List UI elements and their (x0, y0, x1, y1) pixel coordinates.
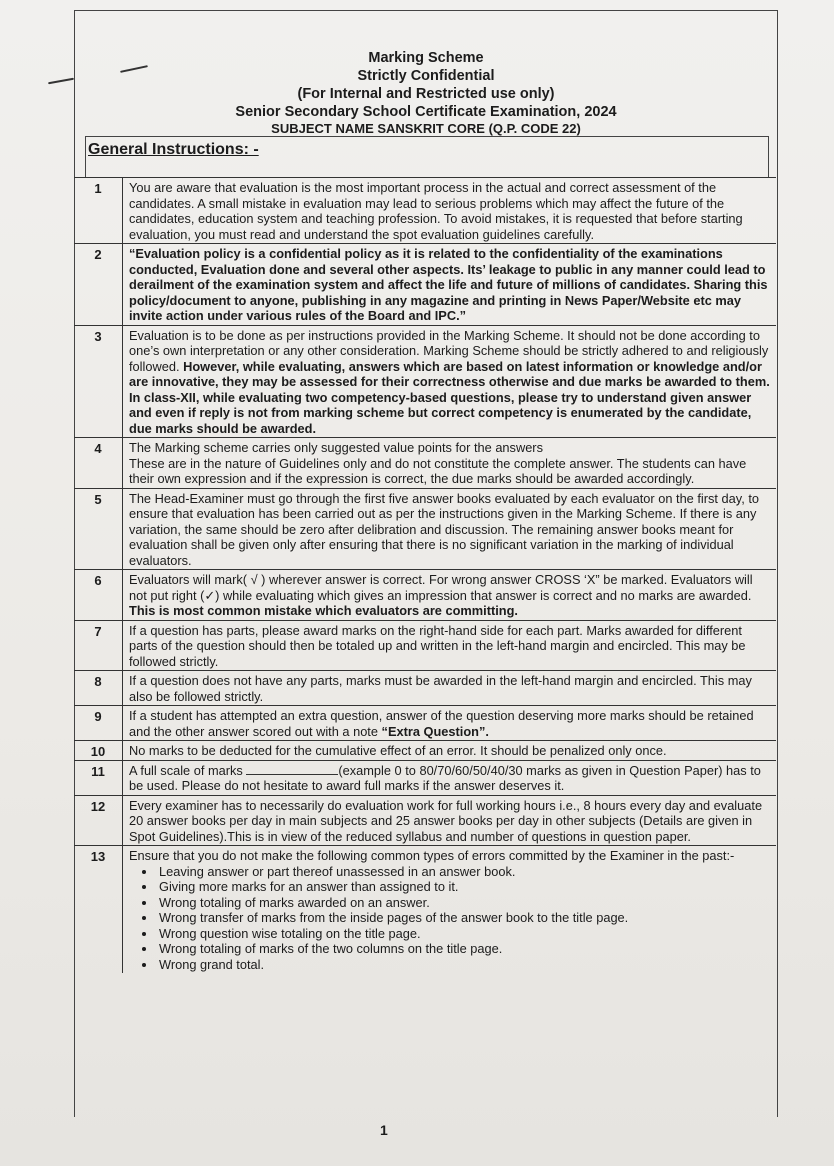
item-text-plain: Evaluation is to be done as per instructions provided in the Marking Scheme. It should not be done according to one’s own interpretation or any other consideration. Marking Scheme should be strictly adhered to and religiously followed. (129, 327, 769, 374)
list-item: • Giving more marks for an answer than assigned to it. (157, 879, 772, 895)
marks-blank-line (246, 764, 338, 775)
list-item: • Wrong totaling of marks of the two columns on the title page. (157, 941, 772, 957)
list-item: • Wrong totaling of marks awarded on an answer. (157, 895, 772, 911)
list-item: • Leaving answer or part thereof unassessed in an answer book. (157, 864, 772, 880)
item-text-intro: Ensure that you do not make the following common types of errors committed by the Examiner in the past:- (129, 848, 735, 863)
item-text: No marks to be deducted for the cumulative effect of an error. It should be penalized only once. (129, 743, 667, 758)
item-number: 12 (74, 796, 123, 846)
item-text-line1: The Marking scheme carries only suggested value points for the answers (129, 440, 543, 455)
instruction-row (74, 740, 776, 760)
item-text: Every examiner has to necessarily do evaluation work for full working hours i.e., 8 hours every day and evaluate 20 answer books per day in main subjects and 25 answer books per day in other subjects (Details are given in Spot Guidelines).This is in view of the reduced syllabus and number of questions in question paper. (129, 797, 763, 844)
item-number: 1 (74, 178, 123, 243)
item-number: 6 (74, 570, 123, 620)
item-number: 7 (74, 621, 123, 671)
item-text (123, 570, 776, 620)
item-number: 11 (74, 761, 123, 795)
item-text-plain: A full scale of marks (129, 762, 243, 778)
doc-title: Marking Scheme (368, 50, 484, 66)
pen-mark (48, 78, 74, 84)
item-text (123, 846, 776, 973)
list-item: • Wrong question wise totaling on the title page. (157, 926, 772, 942)
instruction-row (74, 243, 776, 325)
general-instructions-label: General Instructions: - (88, 141, 259, 158)
item-text (123, 326, 776, 438)
instructions-table (74, 177, 776, 973)
instruction-row (74, 620, 776, 671)
item-text-continued: (example 0 to 80/70/60/50/40/30 marks as given in Question Paper) has to be used. Please do not hesitate to award full marks if the answer deserves it. (129, 762, 761, 793)
item-text-bold: “Extra Question”. (381, 723, 489, 739)
instruction-row (74, 177, 776, 243)
common-errors-list (129, 864, 772, 973)
item-number: 13 (74, 846, 123, 973)
item-text: You are aware that evaluation is the most important process in the actual and correct assessment of the candidates. A small mistake in evaluation may lead to serious problems which may affect the future of the candidates, education system and teaching profession. To avoid mistakes, it is requested that before starting evaluation, you must read and understand the spot evaluation guidelines carefully. (129, 180, 743, 242)
item-number: 9 (74, 706, 123, 740)
item-text-line2: These are in the nature of Guidelines only and do not constitute the complete answer. The students can have their own expression and if the expression is correct, the due marks should be awarded accordingly. (129, 455, 747, 486)
item-text: The Head-Examiner must go through the first five answer books evaluated by each evaluator on the first day, to ensure that evaluation has been carried out as per the instructions given in the Marking Scheme. If there is any variation, the same should be zero after delibration and discussion. The remaining answer books meant for evaluation shall be given only after ensuring that there is no significant variation in the marking of individual evaluators. (129, 490, 759, 568)
exam-title: Senior Secondary School Certificate Examination, 2024 (235, 104, 617, 120)
document-header (75, 11, 777, 136)
item-text-bold: This is most common mistake which evaluators are committing. (129, 603, 518, 618)
instruction-row (74, 705, 776, 740)
item-text: If a question does not have any parts, marks must be awarded in the left-hand margin and encircled. This may also be followed strictly. (129, 673, 752, 704)
instruction-row (74, 670, 776, 705)
list-item: • Wrong transfer of marks from the inside pages of the answer book to the title page. (157, 910, 772, 926)
subject-line: SUBJECT NAME SANSKRIT CORE (Q.P. CODE 22) (271, 121, 581, 136)
item-number: 10 (74, 741, 123, 760)
instruction-row (74, 488, 776, 570)
item-number: 2 (74, 244, 123, 325)
item-text (123, 438, 776, 488)
restricted-label: (For Internal and Restricted use only) (297, 86, 555, 102)
general-instructions-heading (85, 136, 769, 177)
instruction-row (74, 325, 776, 438)
item-text: “Evaluation policy is a confidential policy as it is related to the confidentiality of the examinations conducted, Evaluation done and several other aspects. Its’ leakage to public in any manner could lead to derailment of the examination system and affect the life and future of millions of candidates. Sharing this policy/document to anyone, publishing in any magazine and printing in News Paper/Website etc may invite action under various rules of the Board and IPC.” (129, 246, 768, 323)
list-item: • Wrong grand total. (157, 957, 772, 973)
item-number: 8 (74, 671, 123, 705)
item-text (123, 706, 776, 740)
confidential-label: Strictly Confidential (357, 68, 495, 84)
item-number: 5 (74, 489, 123, 570)
item-text-bold: However, while evaluating, answers which are based on latest information or knowledge and/or are innovative, they may be assessed for their correctness otherwise and due marks be awarded to them. In class-XII, while evaluating two competency-based questions, please try to understand given answer and even if reply is not from marking scheme but correct competency is enumerated by the candidate, due marks should be awarded. (129, 358, 770, 436)
item-text: If a question has parts, please award marks on the right-hand side for each part. Marks awarded for different parts of the question should then be totaled up and written in the left-hand margin and encircled. This may be followed strictly. (129, 622, 746, 669)
instruction-row (74, 795, 776, 846)
instruction-row (74, 569, 776, 620)
instruction-row (74, 760, 776, 795)
item-text-plain: Evaluators will mark( √ ) wherever answer is correct. For wrong answer CROSS ‘X” be marked. Evaluators will not put right (✓) while evaluating which gives an impression that answer is correct and no marks are awarded. (129, 572, 753, 603)
instruction-row (74, 437, 776, 488)
instruction-row (74, 845, 776, 973)
item-text-plain: If a student has attempted an extra question, answer of the question deserving more marks should be retained and the other answer scored out with a note (129, 708, 754, 739)
item-number: 4 (74, 438, 123, 488)
item-text (123, 761, 776, 795)
item-number: 3 (74, 326, 123, 438)
page-number: 1 (380, 1122, 388, 1138)
